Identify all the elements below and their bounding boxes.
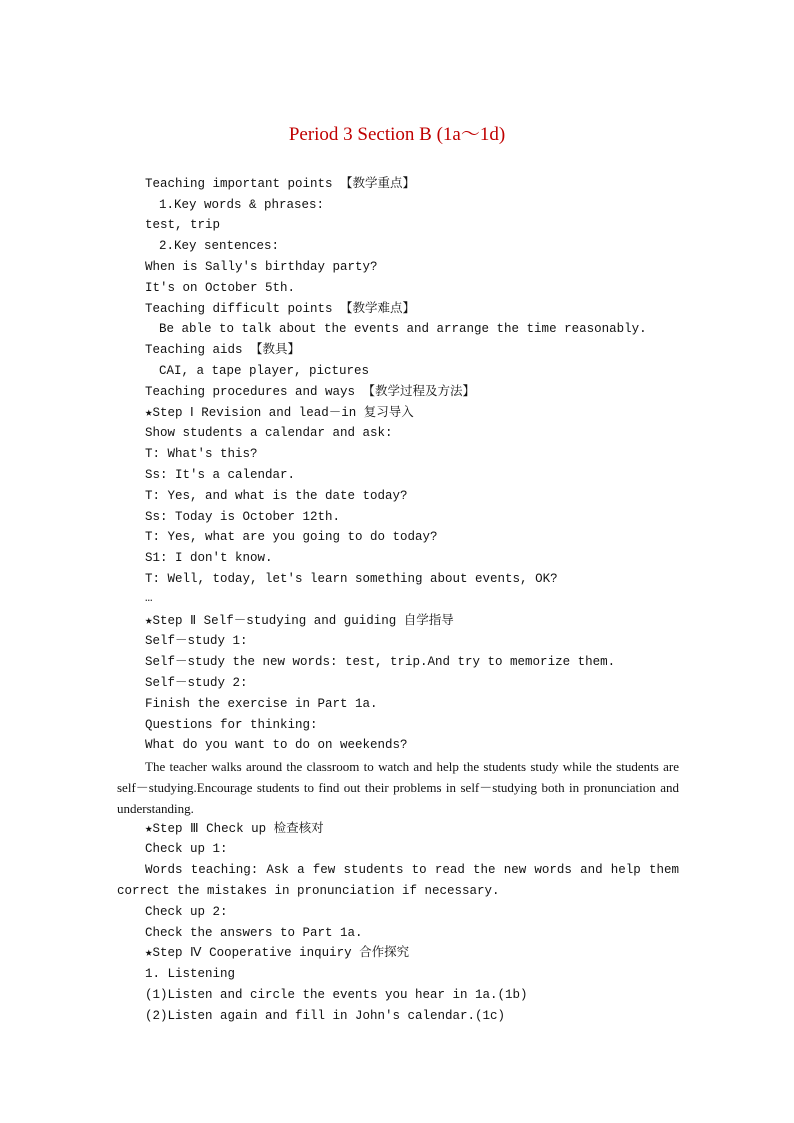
- text-line: Check up 1:: [145, 842, 228, 856]
- text-line: 2.Key sentences:: [159, 239, 280, 253]
- text-line: Be able to talk about the events and arrange the time reasonably.: [159, 322, 647, 336]
- step-heading-4: ★Step Ⅳ Cooperative inquiry 合作探究: [145, 946, 410, 960]
- ellipsis: …: [145, 591, 153, 605]
- paragraph-teacher-guidance: The teacher walks around the classroom to watch and help the students study while the students are self－studying.Encourage students to find out their problems in self－studying both in pronunciation and understanding.: [117, 759, 679, 816]
- section-heading-difficult-points: Teaching difficult points 【教学难点】: [145, 302, 416, 316]
- step-heading-1: ★Step Ⅰ Revision and lead－in 复习导入: [145, 406, 414, 420]
- text-line: Finish the exercise in Part 1a.: [145, 697, 378, 711]
- dialogue-line: T: Well, today, let's learn something about events, OK?: [145, 572, 558, 586]
- dialogue-line: T: Yes, what are you going to do today?: [145, 530, 438, 544]
- text-line: Check up 2:: [145, 905, 228, 919]
- text-line: It's on October 5th.: [145, 281, 296, 295]
- text-line: (2)Listen again and fill in John's calendar.(1c): [145, 1009, 506, 1023]
- dialogue-line: T: What's this?: [145, 447, 258, 461]
- paragraph-words-teaching: Words teaching: Ask a few students to read the new words and help them correct the mistakes in pronunciation if necessary.: [117, 863, 679, 898]
- step-heading-2: ★Step Ⅱ Self－studying and guiding 自学指导: [145, 614, 454, 628]
- page-title: Period 3 Section B (1a～1d): [288, 124, 506, 145]
- text-line: What do you want to do on weekends?: [145, 738, 408, 752]
- dialogue-line: S1: I don't know.: [145, 551, 273, 565]
- text-line: Check the answers to Part 1a.: [145, 926, 363, 940]
- text-line: test, trip: [145, 218, 221, 232]
- text-line: Show students a calendar and ask:: [145, 426, 393, 440]
- text-line: CAI, a tape player, pictures: [159, 364, 370, 378]
- dialogue-line: T: Yes, and what is the date today?: [145, 489, 408, 503]
- text-line: Self－study the new words: test, trip.And try to memorize them.: [145, 655, 616, 669]
- dialogue-line: Ss: It's a calendar.: [145, 468, 296, 482]
- text-line: Questions for thinking:: [145, 718, 318, 732]
- dialogue-line: Ss: Today is October 12th.: [145, 510, 341, 524]
- text-line: Self－study 1:: [145, 634, 248, 648]
- text-line: When is Sally's birthday party?: [145, 260, 378, 274]
- section-heading-important-points: Teaching important points 【教学重点】: [145, 177, 416, 191]
- section-heading-teaching-aids: Teaching aids 【教具】: [145, 343, 301, 357]
- text-line: (1)Listen and circle the events you hear in 1a.(1b): [145, 988, 528, 1002]
- text-line: Self－study 2:: [145, 676, 248, 690]
- step-heading-3: ★Step Ⅲ Check up 检查核对: [145, 822, 324, 836]
- section-heading-procedures: Teaching procedures and ways 【教学过程及方法】: [145, 385, 476, 399]
- text-line: 1. Listening: [145, 967, 236, 981]
- text-line: 1.Key words & phrases:: [159, 198, 325, 212]
